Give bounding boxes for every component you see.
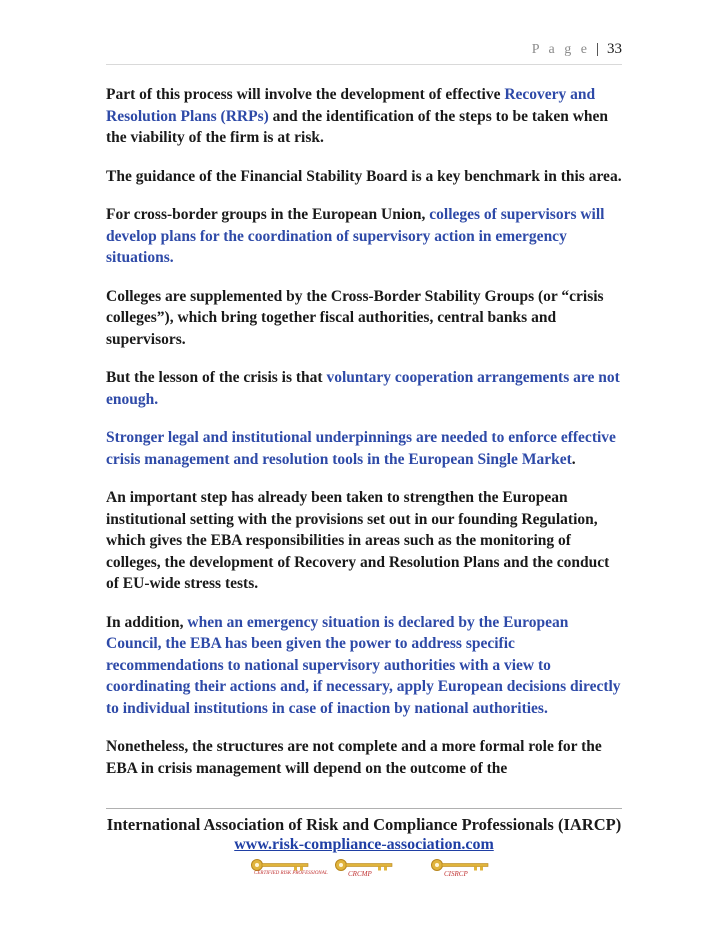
document-body bbox=[106, 84, 624, 796]
logo-caption: CRCMP bbox=[348, 870, 372, 878]
paragraph-text: An important step has already been taken to strengthen the European institutional setting with the provisions set out in our founding Regulation, which gives the EBA responsibilities in areas such as the monitoring of colleges, the development of Recovery and Resolution Plans and the conduct of EU-wide stress tests. bbox=[106, 489, 610, 592]
cisrcp-key-logo bbox=[430, 858, 492, 882]
paragraph-text: The guidance of the Financial Stability Board is a key benchmark in this area. bbox=[106, 167, 622, 185]
page-header bbox=[106, 40, 622, 65]
paragraph bbox=[106, 736, 624, 779]
paragraph bbox=[106, 487, 624, 595]
paragraph bbox=[106, 166, 624, 188]
footer-divider bbox=[106, 808, 622, 809]
logo-caption: CERTIFIED RISK PROFESSIONAL bbox=[254, 871, 328, 876]
paragraph bbox=[106, 612, 624, 720]
footer-title: International Association of Risk and Compliance Professionals (IARCP) bbox=[106, 815, 622, 834]
paragraph bbox=[106, 84, 624, 149]
paragraph-text: For cross-border groups in the European Union, bbox=[106, 206, 430, 223]
paragraph bbox=[106, 367, 624, 410]
key-icon bbox=[250, 858, 312, 872]
paragraph-text: Part of this process will involve the development of effective bbox=[106, 86, 505, 103]
highlighted-text: Stronger legal and institutional underpinnings are needed to enforce effective crisis management and resolution tools in the European Single Market bbox=[106, 429, 616, 468]
page-separator: | bbox=[595, 41, 599, 57]
paragraph bbox=[106, 286, 624, 351]
iarcp-key-logo bbox=[250, 858, 328, 882]
highlighted-text: colleges of supervisors will develop plans for the coordination of supervisory action in emergency situations. bbox=[106, 206, 605, 266]
paragraph-text: But the lesson of the crisis is that bbox=[106, 369, 327, 386]
footer-logos bbox=[0, 858, 728, 884]
paragraph-text: . bbox=[571, 450, 576, 468]
highlighted-text: voluntary cooperation arrangements are not enough. bbox=[106, 369, 620, 408]
page-label: P a g e bbox=[531, 42, 590, 57]
crcmp-key-logo bbox=[334, 858, 396, 882]
paragraph bbox=[106, 204, 624, 269]
footer-website-link[interactable]: www.risk-compliance-association.com bbox=[234, 836, 494, 853]
highlighted-text: Recovery and Resolution Plans (RRPs) bbox=[106, 86, 596, 125]
highlighted-text: when an emergency situation is declared by the European Council, the EBA has been given the power to address specific recommendations to national supervisory authorities with a view to coordinating their actions and, if necessary, apply European decisions directly to individual institutions in case of inaction by national authorities. bbox=[106, 613, 621, 717]
paragraph bbox=[106, 427, 624, 470]
logo-caption: CISRCP bbox=[444, 870, 468, 878]
paragraph-text: and the identification of the steps to be taken when the viability of the firm is at risk. bbox=[106, 107, 609, 146]
paragraph-text: In addition, bbox=[106, 613, 188, 631]
paragraph-text: Colleges are supplemented by the Cross-Border Stability Groups (or “crisis colleges”), which bring together fiscal authorities, central banks and supervisors. bbox=[106, 287, 604, 348]
paragraph-text: Nonetheless, the structures are not complete and a more formal role for the EBA in crisis management will depend on the outcome of the bbox=[106, 738, 602, 777]
page-number: 33 bbox=[607, 41, 622, 57]
